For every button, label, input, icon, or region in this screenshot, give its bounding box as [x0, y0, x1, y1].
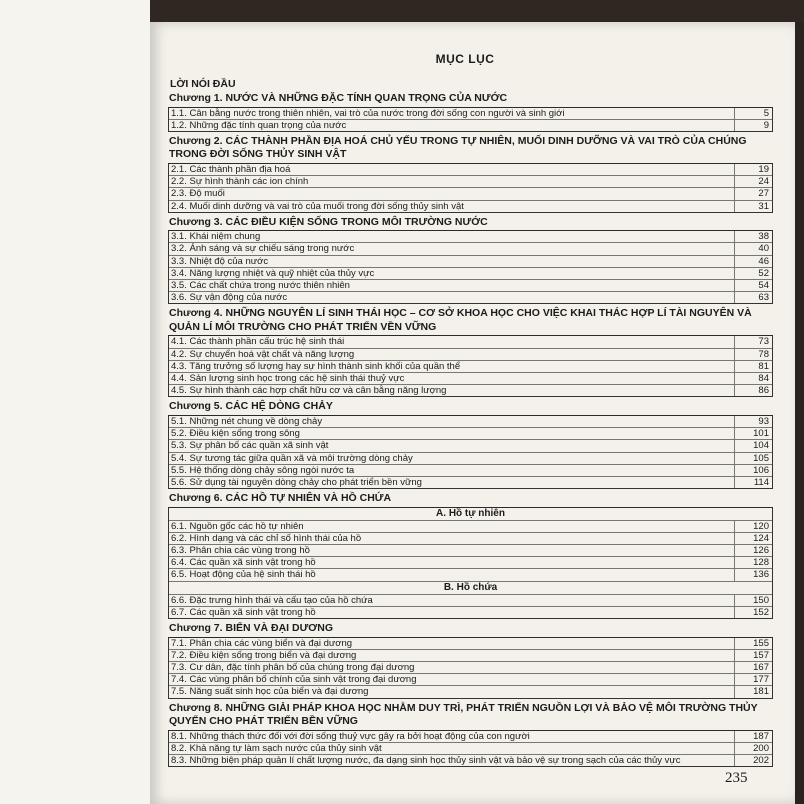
toc-entry	[169, 569, 772, 581]
toc-entry	[169, 280, 772, 292]
entry-page-number: 24	[734, 176, 772, 187]
entry-title: 3.4. Năng lượng nhiệt và quỹ nhiệt của thủy vực	[171, 267, 375, 279]
toc-entry	[169, 477, 772, 488]
entry-page-number: 105	[734, 453, 772, 464]
section-list	[168, 108, 773, 132]
entry-page-number: 46	[734, 256, 772, 267]
photo-background-left	[0, 0, 150, 804]
entry-page-number: 128	[734, 557, 772, 568]
entry-title: 6.5. Hoạt động của hệ sinh thái hồ	[171, 569, 316, 581]
entry-page-number: 104	[734, 440, 772, 451]
entry-page-number: 155	[734, 638, 772, 649]
chapter-title: Chương 1. NƯỚC VÀ NHỮNG ĐẶC TÍNH QUAN TRỌNG CỦA NƯỚC	[169, 92, 508, 104]
entry-page-number: 114	[734, 477, 772, 488]
toc-entry	[169, 231, 772, 243]
toc-entry	[169, 650, 772, 662]
toc-entry	[169, 755, 772, 766]
entry-title: 3.3. Nhiệt độ của nước	[171, 255, 269, 267]
entry-page-number: 78	[734, 349, 772, 360]
entry-page-number: 38	[734, 231, 772, 242]
entry-title: 7.3. Cư dân, đặc tính phân bố của chúng trong đại dương	[171, 662, 415, 673]
chapter-title: Chương 5. CÁC HỆ DÒNG CHẢY	[169, 400, 333, 413]
entry-title: 3.2. Ánh sáng và sự chiếu sáng trong nước	[171, 243, 355, 255]
toc-entry	[169, 361, 772, 373]
toc-entry	[169, 164, 772, 176]
book-page	[150, 22, 795, 804]
entry-title: 7.5. Năng suất sinh học của biển và đại dương	[171, 686, 369, 698]
section-list	[168, 638, 773, 699]
entry-page-number: 81	[734, 361, 772, 372]
entry-title: 3.6. Sự vận động của nước	[171, 292, 288, 304]
entry-title: 5.4. Sự tương tác giữa quần xã và môi trường dòng chảy	[171, 452, 413, 464]
chapter-block	[168, 492, 773, 619]
chapter-block	[168, 135, 773, 213]
page-title: MỤC LỤC	[435, 52, 495, 66]
entry-title: 4.4. Sản lượng sinh học trong các hệ sinh thái thuỷ vực	[171, 373, 405, 385]
entry-page-number: 40	[734, 243, 772, 254]
toc-entry	[169, 595, 772, 607]
toc-entry	[169, 385, 772, 396]
entry-page-number: 106	[734, 465, 772, 476]
toc-entry	[169, 268, 772, 280]
entry-page-number: 93	[734, 416, 772, 427]
entry-title: 2.3. Độ muối	[171, 188, 225, 200]
entry-page-number: 5	[734, 108, 772, 119]
entry-page-number: 52	[734, 268, 772, 279]
toc-entry	[169, 545, 772, 557]
entry-page-number: 136	[734, 569, 772, 580]
entry-page-number: 181	[734, 686, 772, 697]
toc-entry	[169, 743, 772, 755]
entry-title: 1.2. Những đặc tính quan trọng của nước	[171, 119, 347, 131]
toc-entry	[169, 731, 772, 743]
entry-title: 6.7. Các quần xã sinh vật trong hồ	[171, 606, 316, 618]
entry-title: 1.1. Cân bằng nước trong thiên nhiên, vai trò của nước trong đời sống con người và sinh giới	[171, 107, 565, 119]
toc-entry	[169, 120, 772, 131]
section-list	[168, 231, 773, 304]
entry-page-number: 167	[734, 662, 772, 673]
entry-page-number: 152	[734, 607, 772, 618]
toc-entry	[169, 638, 772, 650]
entry-title: 4.5. Sự hình thành các hợp chất hữu cơ và cân bằng năng lượng	[171, 385, 447, 397]
toc-entry	[169, 557, 772, 569]
entry-title: 8.3. Những biện pháp quản lí chất lượng nước, đa dạng sinh học thủy sinh vật và bảo vệ sự trong sạch của các thủy vực	[171, 755, 681, 767]
toc-entry	[169, 373, 772, 385]
entry-title: 2.2. Sự hình thành các ion chính	[171, 176, 309, 188]
entry-title: 6.2. Hình dạng và các chỉ số hình thái của hồ	[171, 532, 362, 544]
entry-title: 3.5. Các chất chứa trong nước thiên nhiên	[171, 280, 350, 292]
entry-title: 5.5. Hệ thống dòng chảy sông ngòi nước ta	[171, 464, 355, 476]
entry-page-number: 200	[734, 743, 772, 754]
toc-entry	[169, 201, 772, 212]
part-heading: A. Hồ tự nhiên	[169, 508, 772, 521]
entry-page-number: 124	[734, 533, 772, 544]
entry-page-number: 27	[734, 188, 772, 199]
section-list	[168, 416, 773, 489]
toc-entry	[169, 465, 772, 477]
entry-page-number: 86	[734, 385, 772, 396]
entry-page-number: 157	[734, 650, 772, 661]
entry-title: 5.2. Điều kiện sống trong sông	[171, 428, 300, 440]
entry-title: 4.3. Tăng trưởng số lượng hay sự hình thành sinh khối của quần thể	[171, 360, 461, 372]
entry-page-number: 9	[734, 120, 772, 131]
chapter-block	[168, 216, 773, 305]
entry-title: 5.1. Những nét chung về dòng chảy	[171, 415, 323, 427]
toc-entry	[169, 607, 772, 618]
entry-title: 6.1. Nguồn gốc các hồ tự nhiên	[171, 520, 304, 532]
entry-page-number: 101	[734, 428, 772, 439]
toc-entry	[169, 674, 772, 686]
section-list	[168, 731, 773, 768]
toc-entry	[169, 428, 772, 440]
section-list	[168, 508, 773, 619]
photo-background-top	[150, 0, 804, 22]
entry-title: 6.4. Các quần xã sinh vật trong hồ	[171, 557, 316, 569]
toc-entry	[169, 243, 772, 255]
chapter-block	[168, 92, 773, 132]
entry-page-number: 126	[734, 545, 772, 556]
entry-title: 6.3. Phân chia các vùng trong hồ	[171, 545, 310, 557]
entry-page-number: 63	[734, 292, 772, 303]
entry-title: 7.2. Điều kiện sống trong biển và đại dương	[171, 649, 357, 661]
entry-page-number: 177	[734, 674, 772, 685]
toc-entry	[169, 256, 772, 268]
toc-entry	[169, 440, 772, 452]
toc-entry	[169, 176, 772, 188]
section-list	[168, 164, 773, 213]
chapter-block	[168, 400, 773, 489]
toc-entry	[169, 349, 772, 361]
table-of-contents	[168, 78, 773, 770]
toc-entry	[169, 292, 772, 303]
chapter-block	[168, 622, 773, 699]
chapter-list	[168, 92, 773, 767]
toc-entry	[169, 662, 772, 674]
entry-title: 6.6. Đặc trưng hình thái và cấu tạo của hồ chứa	[171, 594, 373, 606]
entry-title: 5.6. Sử dụng tài nguyên dòng chảy cho phát triển bền vững	[171, 476, 422, 488]
entry-title: 2.4. Muối dinh dưỡng và vai trò của muối trong đời sống thủy sinh vật	[171, 200, 464, 212]
entry-page-number: 187	[734, 731, 772, 742]
chapter-block	[168, 702, 773, 768]
entry-page-number: 84	[734, 373, 772, 384]
entry-title: 2.1. Các thành phần địa hoá	[171, 163, 291, 175]
entry-title: 4.2. Sự chuyển hoá vật chất và năng lượng	[171, 348, 355, 360]
chapter-title: Chương 2. CÁC THÀNH PHẦN ĐỊA HOÁ CHỦ YẾU TRONG TỰ NHIÊN, MUỐI DINH DƯỠNG VÀ VAI TRÒ CỦA CHÚNG TRONG ĐỜI SỐNG THỦY SINH VẬT	[169, 134, 747, 161]
toc-entry	[169, 188, 772, 200]
entry-page-number: 150	[734, 595, 772, 606]
entry-title: 7.4. Các vùng phân bố chính của sinh vật trong đại dương	[171, 674, 417, 686]
entry-title: 5.3. Sự phân bố các quần xã sinh vật	[171, 440, 329, 452]
toc-entry	[169, 686, 772, 697]
entry-title: 4.1. Các thành phần cấu trúc hệ sinh thái	[171, 336, 345, 348]
entry-page-number: 31	[734, 201, 772, 212]
entry-page-number: 73	[734, 336, 772, 347]
part-heading: B. Hồ chứa	[169, 582, 772, 595]
page-number: 235	[725, 770, 748, 786]
toc-entry	[169, 453, 772, 465]
toc-entry	[169, 336, 772, 348]
entry-title: 8.2. Khả năng tự làm sạch nước của thủy sinh vật	[171, 742, 382, 754]
chapter-block	[168, 307, 773, 397]
entry-page-number: 120	[734, 521, 772, 532]
preface-heading: LỜI NÓI ĐẦU	[170, 78, 236, 90]
entry-page-number: 54	[734, 280, 772, 291]
entry-title: 8.1. Những thách thức đối với đời sống thuỷ vực gây ra bởi hoạt động của con người	[171, 730, 530, 742]
chapter-title: Chương 8. NHỮNG GIẢI PHÁP KHOA HỌC NHẰM DUY TRÌ, PHÁT TRIỂN NGUỒN LỢI VÀ BẢO VỆ MÔI TRƯỜNG THỦY QUYỂN CHO PHÁT TRIỂN BỀN VỮNG	[169, 701, 758, 728]
toc-entry	[169, 416, 772, 428]
entry-title: 3.1. Khái niệm chung	[171, 231, 261, 243]
chapter-title: Chương 6. CÁC HỒ TỰ NHIÊN VÀ HỒ CHỨA	[169, 492, 392, 505]
chapter-title: Chương 3. CÁC ĐIỀU KIỆN SỐNG TRONG MÔI TRƯỜNG NƯỚC	[169, 215, 488, 228]
chapter-title: Chương 4. NHỮNG NGUYÊN LÍ SINH THÁI HỌC – CƠ SỞ KHOA HỌC CHO VIỆC KHAI THÁC HỢP LÍ TÀI NGUYÊN VÀ QUẢN LÍ MÔI TRƯỜNG CHO PHÁT TRIỂN VỀN VỮNG	[169, 307, 752, 333]
entry-page-number: 19	[734, 164, 772, 175]
toc-entry	[169, 533, 772, 545]
entry-page-number: 202	[734, 755, 772, 766]
entry-title: 7.1. Phân chia các vùng biển và đại dương	[171, 637, 353, 649]
section-list	[168, 336, 773, 397]
chapter-title: Chương 7. BIỂN VÀ ĐẠI DƯƠNG	[169, 622, 333, 635]
toc-entry	[169, 521, 772, 533]
toc-entry	[169, 108, 772, 120]
